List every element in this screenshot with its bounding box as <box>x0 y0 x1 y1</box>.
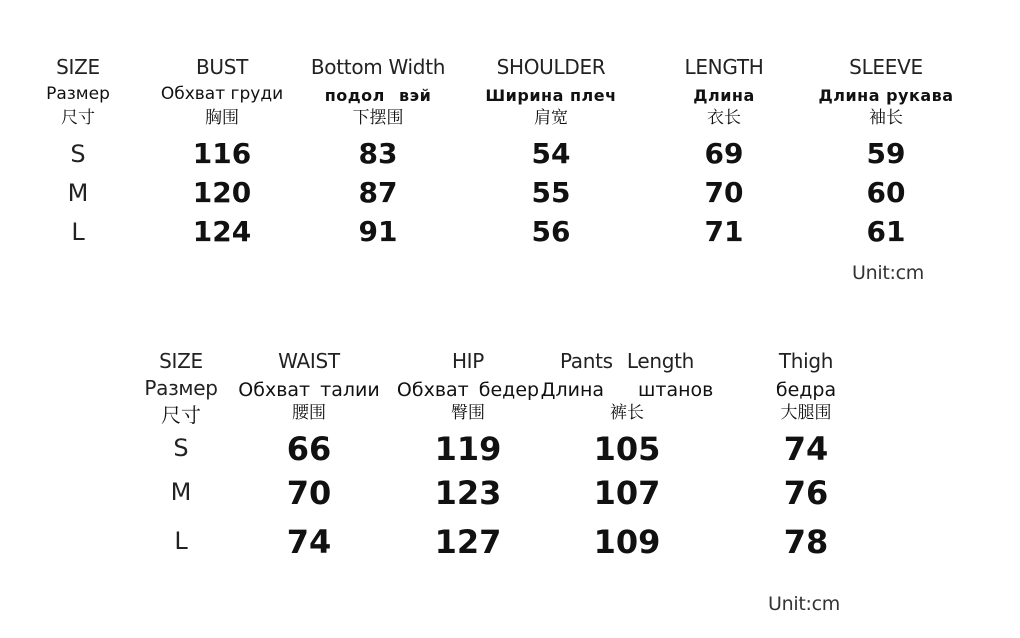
header-en: HIP <box>451 349 485 373</box>
header-zh: 大腿围 <box>780 403 832 423</box>
value-cell: 60 <box>866 176 906 209</box>
value-cell: 71 <box>704 215 744 248</box>
value-cell: 70 <box>286 474 332 512</box>
value-cell: 61 <box>866 215 906 248</box>
header-en: SHOULDER <box>496 55 606 79</box>
value-cell: 107 <box>593 474 661 512</box>
value-cell: 123 <box>434 474 502 512</box>
size-label-m: M <box>170 478 192 506</box>
value-cell: 109 <box>593 523 661 561</box>
value-cell: 120 <box>192 176 252 209</box>
header-en: Bottom Width <box>310 55 446 79</box>
header-en: LENGTH <box>684 55 764 79</box>
value-cell: 55 <box>531 176 571 209</box>
value-cell: 66 <box>286 430 332 468</box>
header-en: SIZE <box>56 55 100 79</box>
header-ru: Обхват груди <box>160 84 284 104</box>
header-ru: Длина рукава <box>818 86 954 105</box>
header-en: Pants Length <box>559 349 695 373</box>
header-zh: 臀围 <box>451 403 485 423</box>
header-en: Thigh <box>778 349 834 373</box>
value-cell: 56 <box>531 215 571 248</box>
header-ru: подол вэй <box>324 86 432 105</box>
header-zh: 裤长 <box>610 403 644 423</box>
value-cell: 76 <box>783 474 829 512</box>
value-cell: 87 <box>358 176 398 209</box>
value-cell: 54 <box>531 137 571 170</box>
size-label-l: L <box>174 527 188 555</box>
header-zh: 肩宽 <box>534 108 568 128</box>
value-cell: 116 <box>192 137 252 170</box>
value-cell: 105 <box>593 430 661 468</box>
size-label-m: M <box>67 179 89 207</box>
header-en: WAIST <box>278 349 340 373</box>
value-cell: 124 <box>192 215 252 248</box>
value-cell: 119 <box>434 430 502 468</box>
header-zh: 下摆围 <box>352 108 404 128</box>
value-cell: 91 <box>358 215 398 248</box>
header-zh: 衣长 <box>707 108 741 128</box>
header-zh: 袖长 <box>869 108 903 128</box>
value-cell: 70 <box>704 176 744 209</box>
value-cell: 127 <box>434 523 502 561</box>
size-label-s: S <box>70 140 86 168</box>
header-en: BUST <box>195 55 249 79</box>
unit-label: Unit:cm <box>768 593 840 615</box>
header-zh: 尺寸 <box>161 403 201 427</box>
value-cell: 74 <box>783 430 829 468</box>
header-ru: Размер <box>46 84 110 104</box>
size-label-l: L <box>71 218 85 246</box>
header-ru: Обхват бедер <box>396 379 540 401</box>
header-ru: Длина <box>693 86 755 105</box>
header-ru: Обхват талии <box>238 379 380 401</box>
value-cell: 74 <box>286 523 332 561</box>
header-en: SIZE <box>159 349 203 373</box>
header-zh: 腰围 <box>292 403 326 423</box>
header-zh: 胸围 <box>205 108 239 128</box>
value-cell: 69 <box>704 137 744 170</box>
header-ru: Размер <box>144 376 218 400</box>
unit-label: Unit:cm <box>852 262 924 284</box>
header-ru: бедра <box>775 379 837 401</box>
value-cell: 59 <box>866 137 906 170</box>
value-cell: 78 <box>783 523 829 561</box>
header-ru: Длина штанов <box>540 379 714 401</box>
size-label-s: S <box>173 434 189 462</box>
value-cell: 83 <box>358 137 398 170</box>
header-en: SLEEVE <box>849 55 923 79</box>
header-zh: 尺寸 <box>61 108 95 128</box>
header-ru: Ширина плеч <box>485 86 617 105</box>
